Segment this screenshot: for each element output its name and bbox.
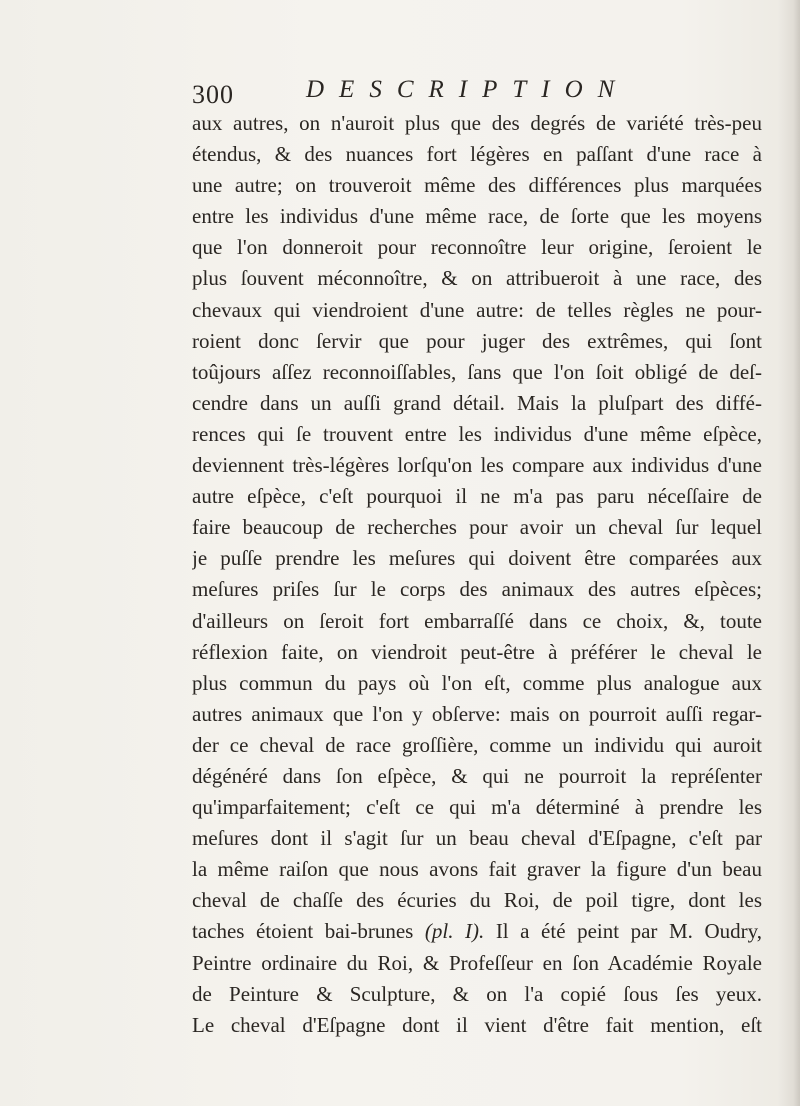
text-line: que l'on donneroit pour reconnoître leur origine, ſeroient le — [192, 235, 762, 260]
text-line: de Peinture & Sculpture, & on l'a copié ſous ſes yeux. — [192, 981, 762, 1006]
text-line: der ce cheval de race groſſière, comme un individu qui auroit — [192, 732, 762, 757]
text-line: d'ailleurs on ſeroit fort embarraſſé dans ce choix, &, toute — [192, 608, 762, 633]
text-line — [192, 916, 762, 947]
text-line: deviennent très-légères lorſqu'on les compare aux individus d'une — [192, 453, 762, 478]
text-line: plus ſouvent méconnoître, & on attribueroit à une race, des — [192, 266, 762, 291]
text-line: Peintre ordinaire du Roi, & Profeſſeur en ſon Académie Royale — [192, 950, 762, 975]
text-line: roient donc ſervir que pour juger des extrêmes, qui ſont — [192, 328, 762, 353]
text-line: meſures priſes ſur le corps des animaux des autres eſpèces; — [192, 577, 762, 602]
text-line: plus commun du pays où l'on eſt, comme plus analogue aux — [192, 670, 762, 695]
text-line: je puſſe prendre les meſures qui doivent être comparées aux — [192, 546, 762, 571]
text-line: autres animaux que l'on y obſerve: mais on pourroit auſſi regar- — [192, 701, 762, 726]
plate-reference: (pl. I). — [424, 919, 485, 944]
text-segment: taches étoient bai-brunes — [192, 919, 425, 944]
text-line: autre eſpèce, c'eſt pourquoi il ne m'a pas paru néceſſaire de — [192, 484, 762, 509]
text-line: la même raiſon que nous avons fait graver la figure d'un beau — [192, 857, 762, 882]
page-number: 300 — [192, 80, 234, 109]
text-line: cheval de chaſſe des écuries du Roi, de poil tigre, dont les — [192, 888, 762, 913]
text-line: une autre; on trouveroit même des différences plus marquées — [192, 173, 762, 198]
body-text — [192, 108, 762, 1041]
text-line: toûjours aſſez reconnoiſſables, ſans que l'on ſoit obligé de deſ- — [192, 359, 762, 384]
text-line: Le cheval d'Eſpagne dont il vient d'être fait mention, eſt — [192, 1012, 762, 1037]
text-line: chevaux qui viendroient d'une autre: de telles règles ne pour- — [192, 297, 762, 322]
page-edge-shadow — [778, 0, 800, 1106]
text-line: qu'imparfaitement; c'eſt ce qui m'a déterminé à prendre les — [192, 795, 762, 820]
text-line: meſures dont il s'agit ſur un beau cheval d'Eſpagne, c'eſt par — [192, 826, 762, 851]
text-line: aux autres, on n'auroit plus que des degrés de variété très-peu — [192, 111, 762, 135]
text-line: rences qui ſe trouvent entre les individus d'une même eſpèce, — [192, 421, 762, 446]
running-title: DESCRIPTION — [306, 76, 630, 103]
text-segment: Il a été peint par M. Oudry, — [484, 919, 762, 944]
text-line: réflexion faite, on viendroit peut-être à préférer le cheval le — [192, 639, 762, 664]
text-line: cendre dans un auſſi grand détail. Mais la pluſpart des diffé- — [192, 390, 762, 415]
text-line: étendus, & des nuances fort légères en paſſant d'une race à — [192, 142, 762, 167]
text-line: dégénéré dans ſon eſpèce, & qui ne pourroit la repréſenter — [192, 763, 762, 788]
text-line: faire beaucoup de recherches pour avoir un cheval ſur lequel — [192, 515, 762, 540]
text-line: entre les individus d'une même race, de ſorte que les moyens — [192, 204, 762, 229]
